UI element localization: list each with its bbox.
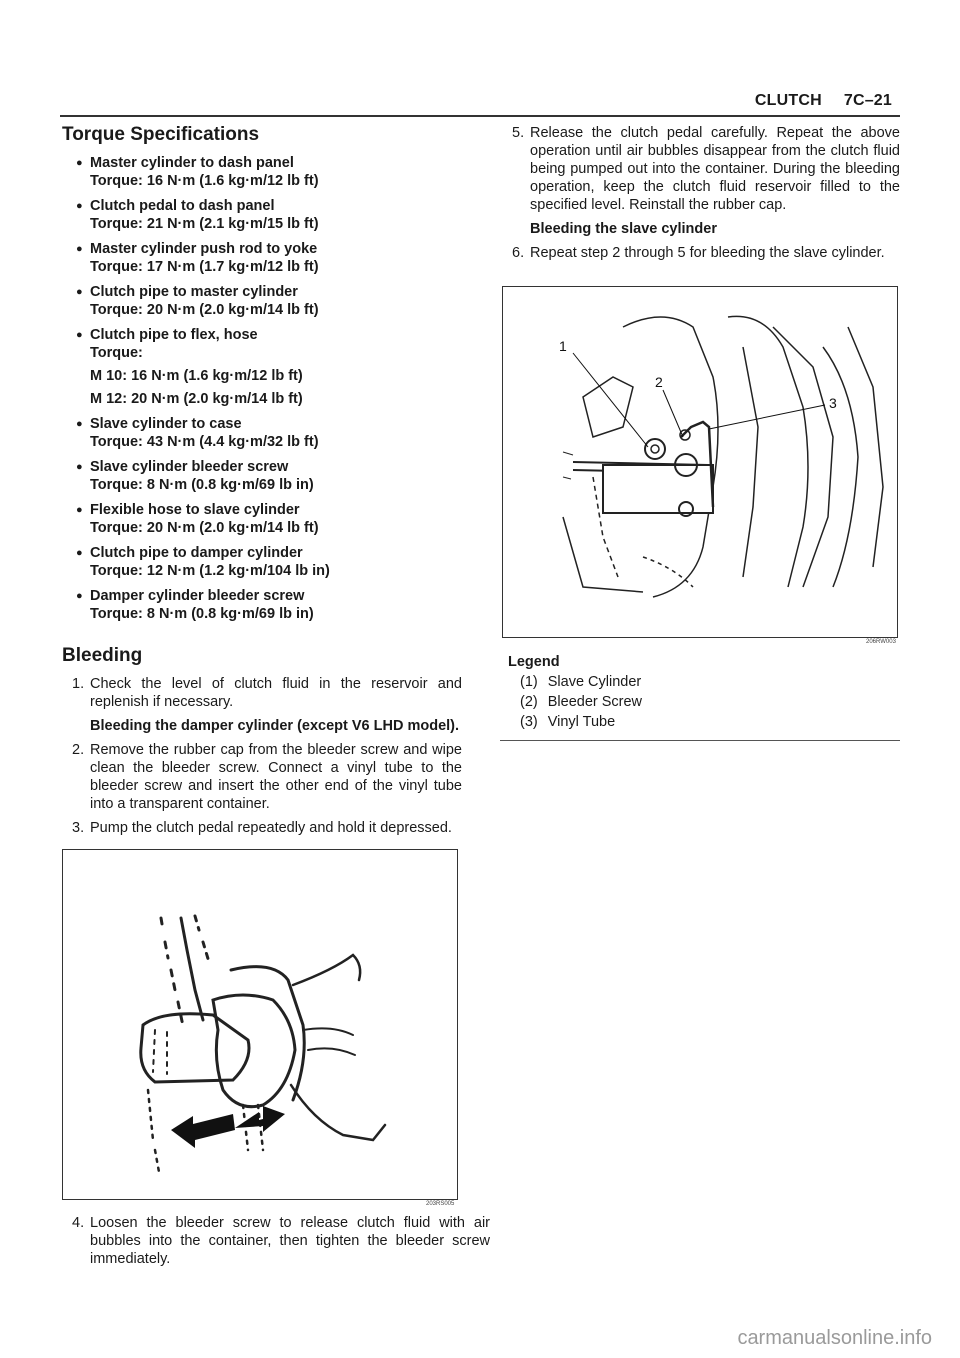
step-4: 4. Loosen the bleeder screw to release clutch fluid with air bubbles into the container, then tighten the bleeder screw immediately. bbox=[72, 1215, 490, 1267]
bullet-icon: ● bbox=[76, 590, 83, 602]
double-arrow-icon bbox=[171, 1106, 285, 1148]
step-5: 5. Release the clutch pedal carefully. Repeat the above operation until air bubbles disappear from the clutch fluid being pumped out into the container. During the bleeding operation, keep the clutch fluid reservoir filled to the specified level. Reinstall the rubber cap. bbox=[512, 125, 900, 213]
spec-item: ● Damper cylinder bleeder screw Torque: 8 N·m (0.8 kg·m/69 lb in) bbox=[76, 588, 314, 622]
bullet-icon: ● bbox=[76, 547, 83, 559]
spec-item: ● Clutch pipe to flex, hose Torque: M 10: 16 N·m (1.6 kg·m/12 lb ft) M 12: 20 N·m (2.0 kg·m/14 lb ft) bbox=[76, 327, 303, 407]
bullet-icon: ● bbox=[76, 461, 83, 473]
step-3: 3. Pump the clutch pedal repeatedly and hold it depressed. bbox=[72, 820, 452, 836]
legend-item: (1) Slave Cylinder bbox=[520, 674, 642, 690]
step-2: 2. Remove the rubber cap from the bleeder screw and wipe clean the bleeder screw. Connect a vinyl tube to the bleeder screw and insert the other end of the vinyl tube into a transparent container. bbox=[72, 742, 462, 812]
bullet-icon: ● bbox=[76, 286, 83, 298]
callout-3: 3 bbox=[829, 395, 837, 411]
watermark: carmanualsonline.info bbox=[737, 1327, 932, 1349]
legend-item: (2) Bleeder Screw bbox=[520, 694, 643, 710]
bullet-icon: ● bbox=[76, 243, 83, 255]
figure-code-slave: 206RW003 bbox=[866, 639, 896, 645]
spec-item: ● Master cylinder push rod to yoke Torque: 17 N·m (1.7 kg·m/12 lb ft) bbox=[76, 241, 319, 275]
figure-slave-cylinder bbox=[502, 286, 898, 638]
callout-1: 1 bbox=[559, 338, 567, 354]
figure-legend bbox=[508, 652, 642, 732]
spec-item: ● Clutch pipe to master cylinder Torque: 20 N·m (2.0 kg·m/14 lb ft) bbox=[76, 284, 319, 318]
slave-cylinder-illustration bbox=[503, 287, 897, 637]
damper-cylinder-subheading: Bleeding the damper cylinder (except V6 LHD model). bbox=[90, 718, 460, 734]
section-title: CLUTCH bbox=[754, 92, 822, 109]
slave-cylinder-subheading: Bleeding the slave cylinder bbox=[530, 221, 717, 237]
page-header bbox=[755, 92, 892, 110]
spec-item: ● Slave cylinder to case Torque: 43 N·m (4.4 kg·m/32 lb ft) bbox=[76, 416, 319, 450]
bullet-icon: ● bbox=[76, 504, 83, 516]
left-column bbox=[62, 124, 462, 843]
legend-rule bbox=[500, 740, 900, 741]
bullet-icon: ● bbox=[76, 329, 83, 341]
torque-spec-list bbox=[62, 154, 462, 623]
clutch-pedal-illustration bbox=[63, 850, 457, 1199]
spec-item: ● Clutch pipe to damper cylinder Torque: 12 N·m (1.2 kg·m/104 lb in) bbox=[76, 545, 330, 579]
torque-specifications-heading: Torque Specifications bbox=[62, 124, 260, 145]
legend-title: Legend bbox=[508, 654, 560, 670]
legend-item: (3) Vinyl Tube bbox=[520, 714, 616, 730]
step-6: 6. Repeat step 2 through 5 for bleeding the slave cylinder. bbox=[512, 245, 885, 261]
step-1: 1. Check the level of clutch fluid in the reservoir and replenish if necessary. bbox=[72, 676, 462, 710]
bullet-icon: ● bbox=[76, 418, 83, 430]
header-rule bbox=[60, 115, 900, 117]
spec-item: ● Slave cylinder bleeder screw Torque: 8 N·m (0.8 kg·m/69 lb in) bbox=[76, 459, 314, 493]
right-column bbox=[502, 124, 900, 268]
page-number: 7C–21 bbox=[843, 92, 892, 109]
spec-item: ● Master cylinder to dash panel Torque: 16 N·m (1.6 kg·m/12 lb ft) bbox=[76, 155, 319, 189]
spec-item: ● Flexible hose to slave cylinder Torque: 20 N·m (2.0 kg·m/14 lb ft) bbox=[76, 502, 319, 536]
callout-2: 2 bbox=[655, 374, 663, 390]
bullet-icon: ● bbox=[76, 200, 83, 212]
spec-item: ● Clutch pedal to dash panel Torque: 21 N·m (2.1 kg·m/15 lb ft) bbox=[76, 198, 319, 232]
bleeding-heading: Bleeding bbox=[62, 645, 143, 666]
figure-clutch-pedal bbox=[62, 849, 458, 1200]
figure-code-pedal: 203RS005 bbox=[426, 1201, 455, 1207]
leader-lines bbox=[573, 353, 825, 447]
bullet-icon: ● bbox=[76, 157, 83, 169]
